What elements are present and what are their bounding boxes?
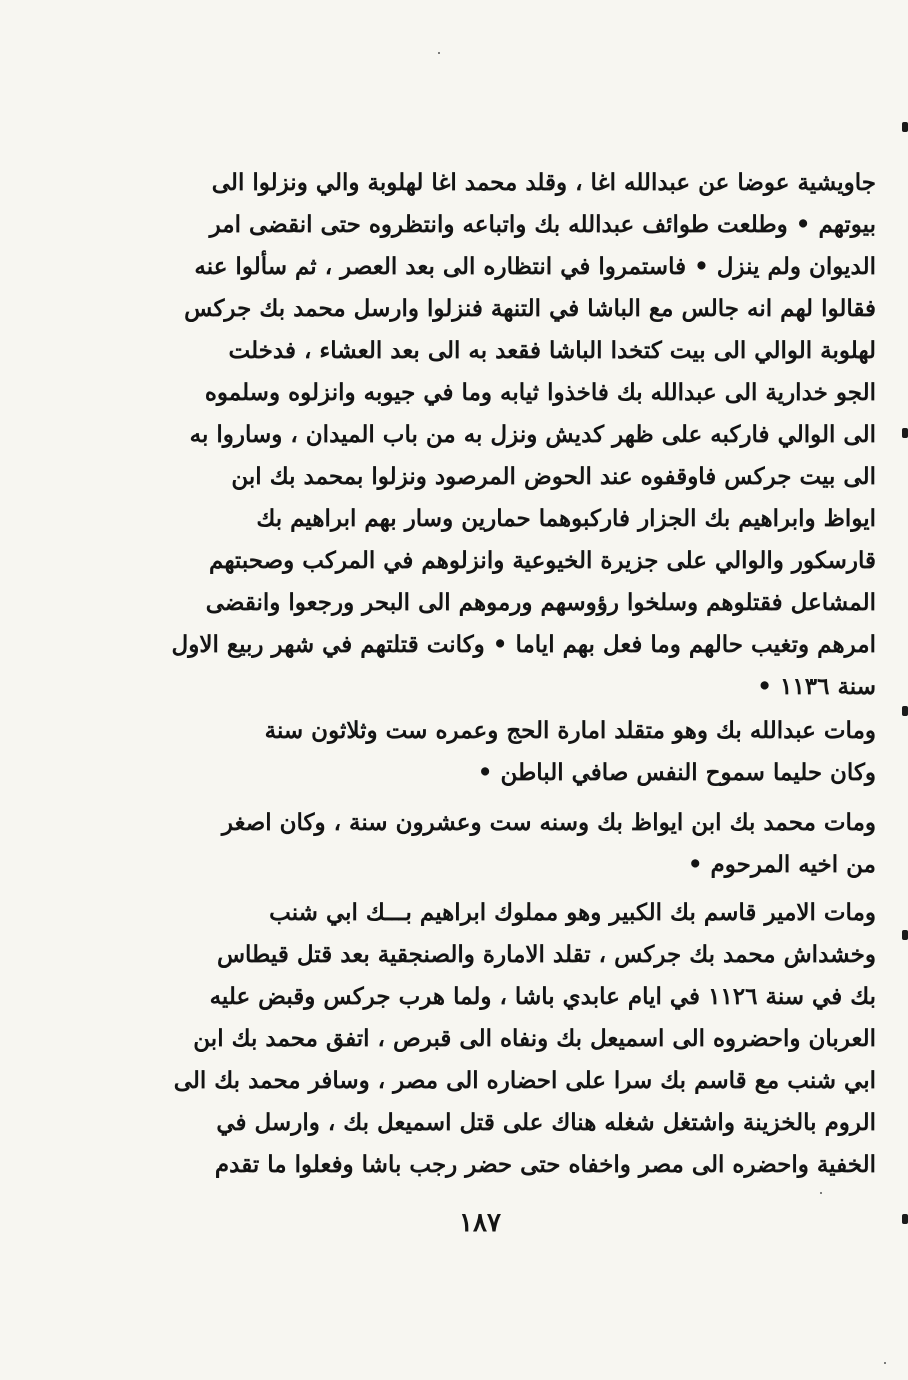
text-line: ومات الامير قاسم بك الكبير وهو مملوك ابراهيم بـــك ابي شنب bbox=[269, 899, 876, 926]
text-line: الجو خدارية الى عبدالله بك فاخذوا ثيابه وما في جيوبه وانزلوه وسلموه bbox=[204, 379, 876, 406]
text-line: الديوان ولم ينزل • فاستمروا في انتظاره الى بعد العصر ، ثم سألوا عنه bbox=[194, 253, 876, 280]
text-line: الى بيت جركس فاوقفوه عند الحوض المرصود ونزلوا بمحمد بك ابن bbox=[231, 463, 876, 490]
text-line: ومات محمد بك ابن ايواظ بك وسنه ست وعشرون سنة ، وكان اصغر bbox=[221, 809, 876, 836]
text-line: بك في سنة ١١٢٦ في ايام عابدي باشا ، ولما هرب جركس وقبض عليه bbox=[209, 983, 876, 1010]
text-line: المشاعل فقتلوهم وسلخوا رؤوسهم ورموهم الى البحر ورجعوا وانقضى bbox=[205, 589, 876, 616]
text-line: فقالوا لهم انه جالس مع الباشا في التنهة فنزلوا وارسل محمد بك جركس bbox=[184, 295, 876, 322]
text-line: وكان حليما سموح النفس صافي الباطن • bbox=[477, 759, 876, 786]
text-line: ابي شنب مع قاسم بك سرا على احضاره الى مصر ، وسافر محمد بك الى bbox=[173, 1067, 876, 1094]
paragraph-execution-account bbox=[160, 162, 876, 708]
paragraph-muhammad-bey bbox=[160, 802, 876, 886]
text-line: الروم بالخزينة واشتغل شغله هناك على قتل اسميعل بك ، وارسل في bbox=[216, 1109, 876, 1136]
binding-hole-mark bbox=[902, 706, 908, 716]
text-line: ومات عبدالله بك وهو متقلد امارة الحج وعمره ست وثلاثون سنة bbox=[264, 717, 876, 744]
binding-hole-mark bbox=[902, 930, 908, 940]
text-line: الى الوالي فاركبه على ظهر كديش ونزل به من باب الميدان ، وساروا به bbox=[189, 421, 876, 448]
scan-speck bbox=[884, 1362, 886, 1364]
paragraph-abdullah-bey bbox=[160, 710, 876, 794]
binding-hole-mark bbox=[902, 428, 908, 438]
text-line: العربان واحضروه الى اسميعل بك ونفاه الى قبرص ، اتفق محمد بك ابن bbox=[193, 1025, 876, 1052]
text-line: جاويشية عوضا عن عبدالله اغا ، وقلد محمد اغا لهلوبة والي ونزلوا الى bbox=[211, 169, 876, 196]
text-line: ايواظ وابراهيم بك الجزار فاركبوهما حمارين وسار بهم ابراهيم بك bbox=[256, 505, 876, 532]
scan-speck bbox=[438, 52, 440, 54]
page-number: ١٨٧ bbox=[459, 1208, 501, 1238]
text-line: لهلوبة الوالي الى بيت كتخدا الباشا فقعد به الى بعد العشاء ، فدخلت bbox=[228, 337, 876, 364]
text-line: وخشداش محمد بك جركس ، تقلد الامارة والصنجقية بعد قتل قيطاس bbox=[216, 941, 876, 968]
text-line: بيوتهم • وطلعت طوائف عبدالله بك واتباعه وانتظروه حتى انقضى امر bbox=[209, 211, 876, 238]
text-line: امرهم وتغيب حالهم وما فعل بهم اياما • وكانت قتلتهم في شهر ربيع الاول bbox=[171, 631, 876, 658]
binding-hole-mark bbox=[902, 1214, 908, 1224]
binding-hole-mark bbox=[902, 122, 908, 132]
text-line: سنة ١١٣٦ • bbox=[757, 673, 876, 700]
scan-speck bbox=[820, 1192, 822, 1194]
text-line: من اخيه المرحوم • bbox=[687, 851, 876, 878]
text-line: قارسكور والوالي على جزيرة الخيوعية وانزلوهم في المركب وصحبتهم bbox=[209, 547, 876, 574]
paragraph-qasim-bey bbox=[160, 892, 876, 1186]
text-line: الخفية واحضره الى مصر واخفاه حتى حضر رجب باشا وفعلوا ما تقدم bbox=[214, 1151, 876, 1178]
